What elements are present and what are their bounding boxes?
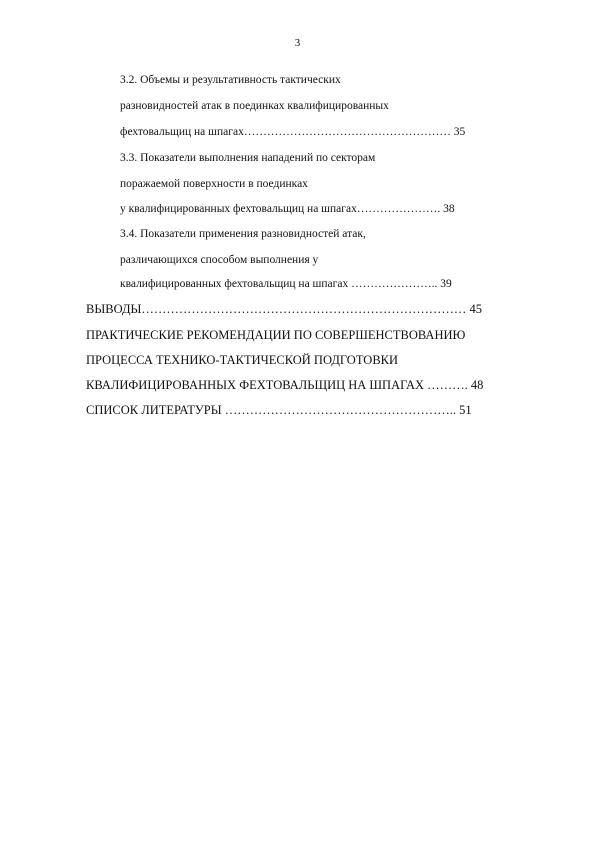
toc-recommendations-line-1: ПРАКТИЧЕСКИЕ РЕКОМЕНДАЦИИ ПО СОВЕРШЕНСТВОВАНИЮ (86, 328, 466, 342)
toc-recommendations-line-3: КВАЛИФИЦИРОВАННЫХ ФЕХТОВАЛЬЩИЦ НА ШПАГАХ ………. 48 (86, 378, 484, 392)
toc-3-3-line-1: 3.3. Показатели выполнения нападений по секторам (120, 152, 376, 164)
toc-3-2-line-2: разновидностей атак в поединках квалифицированных (120, 100, 389, 112)
toc-recommendations-line-2: ПРОЦЕССА ТЕХНИКО-ТАКТИЧЕСКОЙ ПОДГОТОВКИ (86, 353, 399, 367)
toc-3-4-line-2: различающихся способом выполнения у (120, 254, 319, 266)
toc-literature: СПИСОК ЛИТЕРАТУРЫ ……………………………………………….. 51 (86, 403, 472, 417)
toc-3-2-line-1: 3.2. Объемы и результативность тактических (120, 74, 341, 86)
toc-3-4-line-3: квалифицированных фехтовальщиц на шпагах ………………….. 39 (120, 278, 452, 290)
page-number: 3 (294, 37, 301, 49)
toc-conclusions: ВЫВОДЫ…………………………………………………………………… 45 (86, 302, 483, 316)
toc-3-2-line-3: фехтовальщиц на шпагах……………………………………………… 35 (120, 126, 466, 138)
toc-3-3-line-3: у квалифицированных фехтовальщиц на шпагах…………………. 38 (120, 203, 455, 215)
toc-3-4-line-1: 3.4. Показатели применения разновидностей атак, (120, 228, 366, 240)
toc-3-3-line-2: поражаемой поверхности в поединках (120, 178, 308, 190)
